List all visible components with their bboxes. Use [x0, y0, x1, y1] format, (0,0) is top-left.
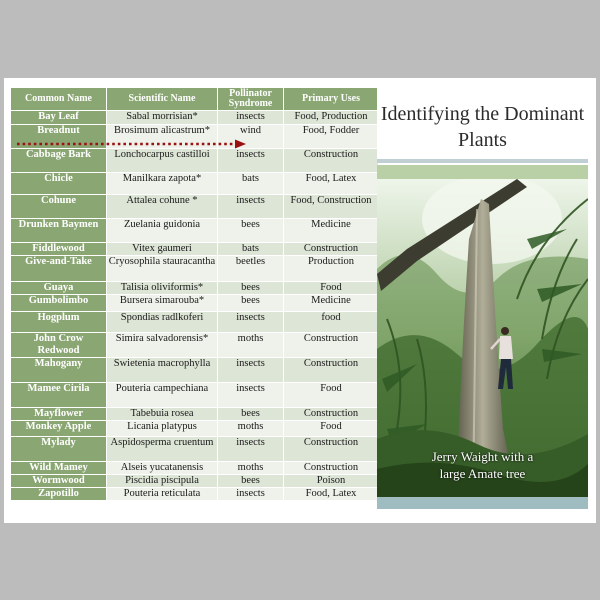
common-name-cell: Give-and-Take [11, 256, 107, 282]
uses-cell: Food, Latex [284, 488, 379, 501]
table-row [11, 243, 379, 256]
pollinator-cell: insects [218, 111, 284, 125]
scientific-name-cell: Bursera simarouba* [107, 295, 218, 312]
uses-cell: Construction [284, 333, 379, 358]
uses-cell: Construction [284, 149, 379, 173]
uses-cell: Food, Construction [284, 195, 379, 219]
table-row [11, 421, 379, 437]
scientific-name-cell: Lonchocarpus castilloi [107, 149, 218, 173]
uses-cell: Food, Latex [284, 173, 379, 195]
common-name-cell: Mayflower [11, 408, 107, 421]
uses-cell: Food [284, 421, 379, 437]
title-box [377, 87, 588, 163]
scientific-name-cell: Talisia oliviformis* [107, 282, 218, 295]
header-pollinator-syndrome: Pollinator Syndrome [218, 88, 284, 111]
table-header-row [11, 88, 379, 111]
common-name-cell: Fiddlewood [11, 243, 107, 256]
pollinator-cell: insects [218, 195, 284, 219]
uses-cell: Food [284, 282, 379, 295]
dotted-arrow [17, 139, 247, 149]
common-name-cell: Breadnut [11, 125, 107, 149]
scientific-name-cell: Brosimum alicastrum* [107, 125, 218, 149]
pollinator-cell: moths [218, 421, 284, 437]
table-row [11, 282, 379, 295]
uses-cell: Medicine [284, 295, 379, 312]
uses-cell: food [284, 312, 379, 333]
common-name-cell: Mamee Cirila [11, 383, 107, 408]
table-row [11, 149, 379, 173]
common-name-cell: Wild Mamey [11, 462, 107, 475]
common-name-cell: Cabbage Bark [11, 149, 107, 173]
table-row [11, 295, 379, 312]
table-row [11, 475, 379, 488]
common-name-cell: Guaya [11, 282, 107, 295]
scientific-name-cell: Manilkara zapota* [107, 173, 218, 195]
common-name-cell: Hogplum [11, 312, 107, 333]
scientific-name-cell: Pouteria campechiana [107, 383, 218, 408]
pollinator-cell: bees [218, 219, 284, 243]
pollinator-cell: beetles [218, 256, 284, 282]
photo-caption-line1: Jerry Waight with a [431, 449, 534, 464]
green-accent-strip [377, 165, 588, 179]
table-row [11, 173, 379, 195]
plant-table [10, 87, 379, 501]
uses-cell: Production [284, 256, 379, 282]
pollinator-cell: moths [218, 333, 284, 358]
scientific-name-cell: Aspidosperma cruentum [107, 437, 218, 462]
pollinator-cell: insects [218, 358, 284, 383]
pollinator-cell: insects [218, 383, 284, 408]
table-row [11, 437, 379, 462]
pollinator-cell: insects [218, 312, 284, 333]
pollinator-cell: bees [218, 475, 284, 488]
table-row [11, 462, 379, 475]
slide [4, 78, 596, 523]
uses-cell: Food, Production [284, 111, 379, 125]
common-name-cell: Mahogany [11, 358, 107, 383]
common-name-cell: Drunken Baymen [11, 219, 107, 243]
table-row [11, 312, 379, 333]
scientific-name-cell: Pouteria reticulata [107, 488, 218, 501]
scientific-name-cell: Swietenia macrophylla [107, 358, 218, 383]
pollinator-cell: wind [218, 125, 284, 149]
table-row [11, 111, 379, 125]
pollinator-cell: insects [218, 488, 284, 501]
scientific-name-cell: Tabebuia rosea [107, 408, 218, 421]
common-name-cell: Monkey Apple [11, 421, 107, 437]
uses-cell: Construction [284, 462, 379, 475]
uses-cell: Food [284, 383, 379, 408]
header-common-name: Common Name [11, 88, 107, 111]
table-row [11, 488, 379, 501]
table-row [11, 219, 379, 243]
scientific-name-cell: Sabal morrisian* [107, 111, 218, 125]
slide-title [377, 101, 588, 153]
pollinator-cell: moths [218, 462, 284, 475]
forest-photo [377, 179, 588, 497]
uses-cell: Construction [284, 358, 379, 383]
pollinator-cell: insects [218, 149, 284, 173]
scientific-name-cell: Piscidia piscipula [107, 475, 218, 488]
uses-cell: Construction [284, 408, 379, 421]
photo-caption-line2: large Amate tree [439, 466, 526, 481]
table-row [11, 408, 379, 421]
common-name-cell: John Crow Redwood [11, 333, 107, 358]
slide-title-text: Identifying the Dominant Plants [380, 103, 585, 151]
header-scientific-name: Scientific Name [107, 88, 218, 111]
pollinator-cell: bees [218, 408, 284, 421]
table-body [11, 111, 379, 501]
pollinator-cell: bees [218, 295, 284, 312]
table-row [11, 358, 379, 383]
table-row [11, 333, 379, 358]
common-name-cell: Wormwood [11, 475, 107, 488]
common-name-cell: Chicle [11, 173, 107, 195]
scientific-name-cell: Zuelania guidonia [107, 219, 218, 243]
scientific-name-cell: Alseis yucatanensis [107, 462, 218, 475]
scientific-name-cell: Simira salvadorensis* [107, 333, 218, 358]
common-name-cell: Zapotillo [11, 488, 107, 501]
scientific-name-cell: Vitex gaumeri [107, 243, 218, 256]
table-row [11, 383, 379, 408]
scientific-name-cell: Cryosophila stauracantha [107, 256, 218, 282]
scientific-name-cell: Spondias radlkoferi [107, 312, 218, 333]
uses-cell: Food, Fodder [284, 125, 379, 149]
pollinator-cell: bats [218, 243, 284, 256]
header-primary-uses: Primary Uses [284, 88, 379, 111]
uses-cell: Construction [284, 437, 379, 462]
common-name-cell: Bay Leaf [11, 111, 107, 125]
table-row [11, 195, 379, 219]
table-row [11, 256, 379, 282]
scientific-name-cell: Licania platypus [107, 421, 218, 437]
common-name-cell: Mylady [11, 437, 107, 462]
pollinator-cell: bees [218, 282, 284, 295]
uses-cell: Medicine [284, 219, 379, 243]
common-name-cell: Gumbolimbo [11, 295, 107, 312]
blue-accent-strip [377, 497, 588, 509]
pollinator-cell: insects [218, 437, 284, 462]
uses-cell: Poison [284, 475, 379, 488]
pollinator-cell: bats [218, 173, 284, 195]
uses-cell: Construction [284, 243, 379, 256]
common-name-cell: Cohune [11, 195, 107, 219]
scientific-name-cell: Attalea cohune * [107, 195, 218, 219]
